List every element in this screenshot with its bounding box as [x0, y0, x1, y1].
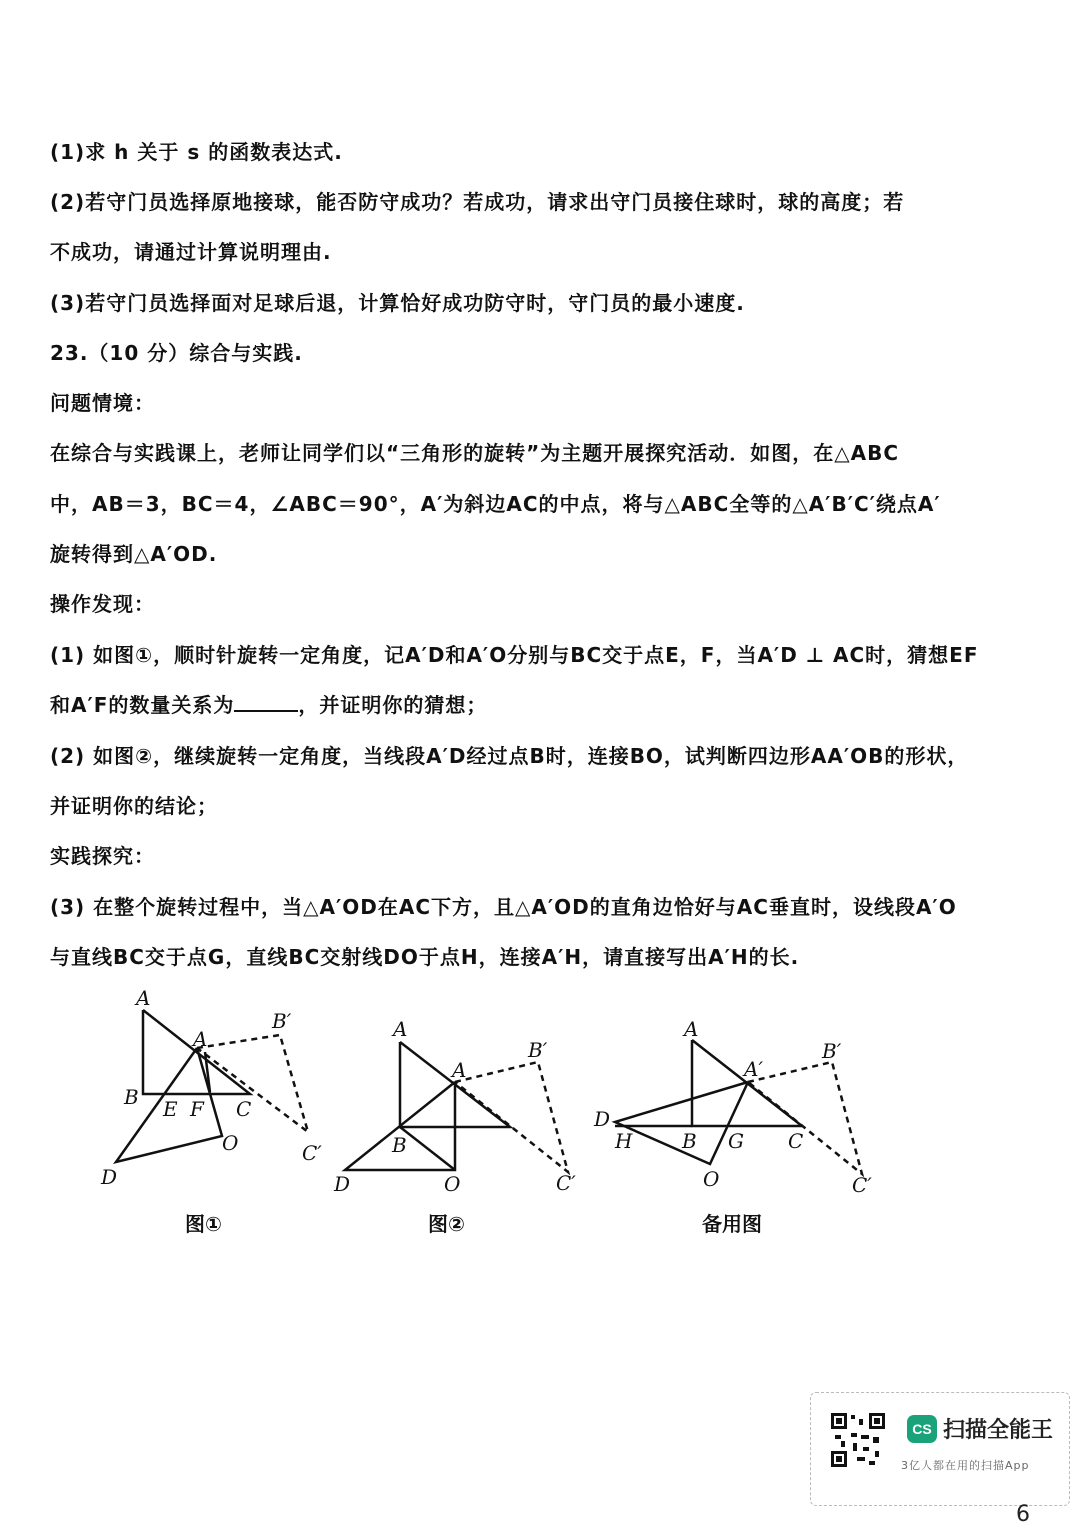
scanner-watermark	[810, 1392, 1070, 1506]
fig1-label-f: F	[190, 1097, 204, 1121]
fig2-triangle-ab1c1	[455, 1062, 568, 1172]
fig3-label-a: A	[684, 1017, 699, 1041]
fig3-label-o: O	[703, 1167, 720, 1191]
camscanner-logo: CS	[907, 1415, 937, 1443]
fig1-label-e: E	[163, 1097, 178, 1121]
fig2-label-b: B	[392, 1133, 407, 1157]
fig2-label-c1: C′	[556, 1171, 576, 1195]
text-line-8: 中，AB＝3，BC＝4，∠ABC＝90°，A′为斜边AC的中点，将与△ABC全等的△A′B′C′绕点A′	[50, 492, 941, 516]
fig3-label-b: B	[682, 1129, 697, 1153]
fig2-label-o: O	[444, 1172, 461, 1196]
fig2-label-b1: B′	[528, 1038, 548, 1062]
fig1-triangle-abc	[143, 1010, 250, 1094]
figure-3-labels	[593, 1017, 872, 1197]
fig1-label-d: D	[101, 1165, 118, 1189]
fig3-label-h: H	[615, 1129, 633, 1153]
section-problem-context: 问题情境：	[50, 391, 155, 415]
fig3-triangle-ab1c1	[748, 1062, 862, 1174]
text-line-2: (2)若守门员选择原地接球，能否防守成功？若成功，请求出守门员接住球时，球的高度；若	[50, 190, 905, 214]
fig1-label-c: C	[236, 1097, 252, 1121]
fig3-label-a1: A′	[744, 1057, 763, 1081]
figure-2-caption: 图②	[428, 1212, 465, 1236]
text-line-12a: 和A′F的数量关系为	[50, 693, 235, 717]
fig3-label-g: G	[728, 1129, 744, 1153]
section-operation-discovery: 操作发现：	[50, 592, 155, 616]
figure-1-caption: 图①	[185, 1212, 222, 1236]
scanner-tagline: 3亿人都在用的扫描App	[901, 1459, 1030, 1472]
fig2-label-d: D	[334, 1172, 351, 1196]
text-line-16: (3) 在整个旋转过程中，当△A′OD在AC下方，且△A′OD的直角边恰好与AC垂直时，设线段A′O	[50, 895, 957, 919]
fig3-label-b1: B′	[822, 1039, 842, 1063]
fig3-label-c1: C′	[852, 1173, 872, 1197]
fig2-label-a: A	[393, 1017, 408, 1041]
text-line-7: 在综合与实践课上，老师让同学们以“三角形的旋转”为主题开展探究活动．如图，在△ABC	[50, 441, 900, 465]
fig1-label-o: O	[222, 1131, 239, 1155]
text-line-3: 不成功，请通过计算说明理由.	[50, 240, 332, 264]
fig3-label-d: D	[594, 1107, 611, 1131]
fig2-label-a1: A	[452, 1058, 467, 1082]
fig1-label-a1: A	[193, 1027, 208, 1051]
text-line-14: 并证明你的结论；	[50, 794, 218, 818]
figure-3-caption: 备用图	[702, 1212, 762, 1236]
fig1-label-b1: B′	[272, 1009, 292, 1033]
qr-code-icon	[829, 1411, 887, 1469]
fig3-label-c: C	[788, 1129, 804, 1153]
fig1-triangle-ab1c1	[197, 1035, 308, 1132]
scanner-brand: 扫描全能王	[943, 1418, 1054, 1443]
page-number: 6	[1016, 1502, 1030, 1527]
fig1-label-b: B	[124, 1085, 139, 1109]
text-line-11: (1) 如图①，顺时针旋转一定角度，记A′D和A′O分别与BC交于点E，F，当A′D ⊥ AC时，猜想EF	[50, 643, 979, 667]
text-line-4: (3)若守门员选择面对足球后退，计算恰好成功防守时，守门员的最小速度.	[50, 291, 745, 315]
text-line-13: (2) 如图②，继续旋转一定角度，当线段A′D经过点B时，连接BO，试判断四边形AA′OB的形状，	[50, 744, 969, 768]
text-line-9: 旋转得到△A′OD.	[50, 542, 218, 566]
fig1-label-c1: C′	[302, 1141, 322, 1165]
fig1-label-a: A	[136, 986, 151, 1010]
text-line-12b: ，并证明你的猜想；	[298, 693, 488, 717]
section-practice-exploration: 实践探究：	[50, 844, 155, 868]
fig2-segment-bo	[400, 1127, 455, 1170]
text-line-17: 与直线BC交于点G，直线BC交射线DO于点H，连接A′H，请直接写出A′H的长.	[50, 945, 800, 969]
question-23-heading: 23.（10 分）综合与实践.	[50, 341, 303, 365]
text-line-1: (1)求 h 关于 s 的函数表达式.	[50, 140, 343, 164]
